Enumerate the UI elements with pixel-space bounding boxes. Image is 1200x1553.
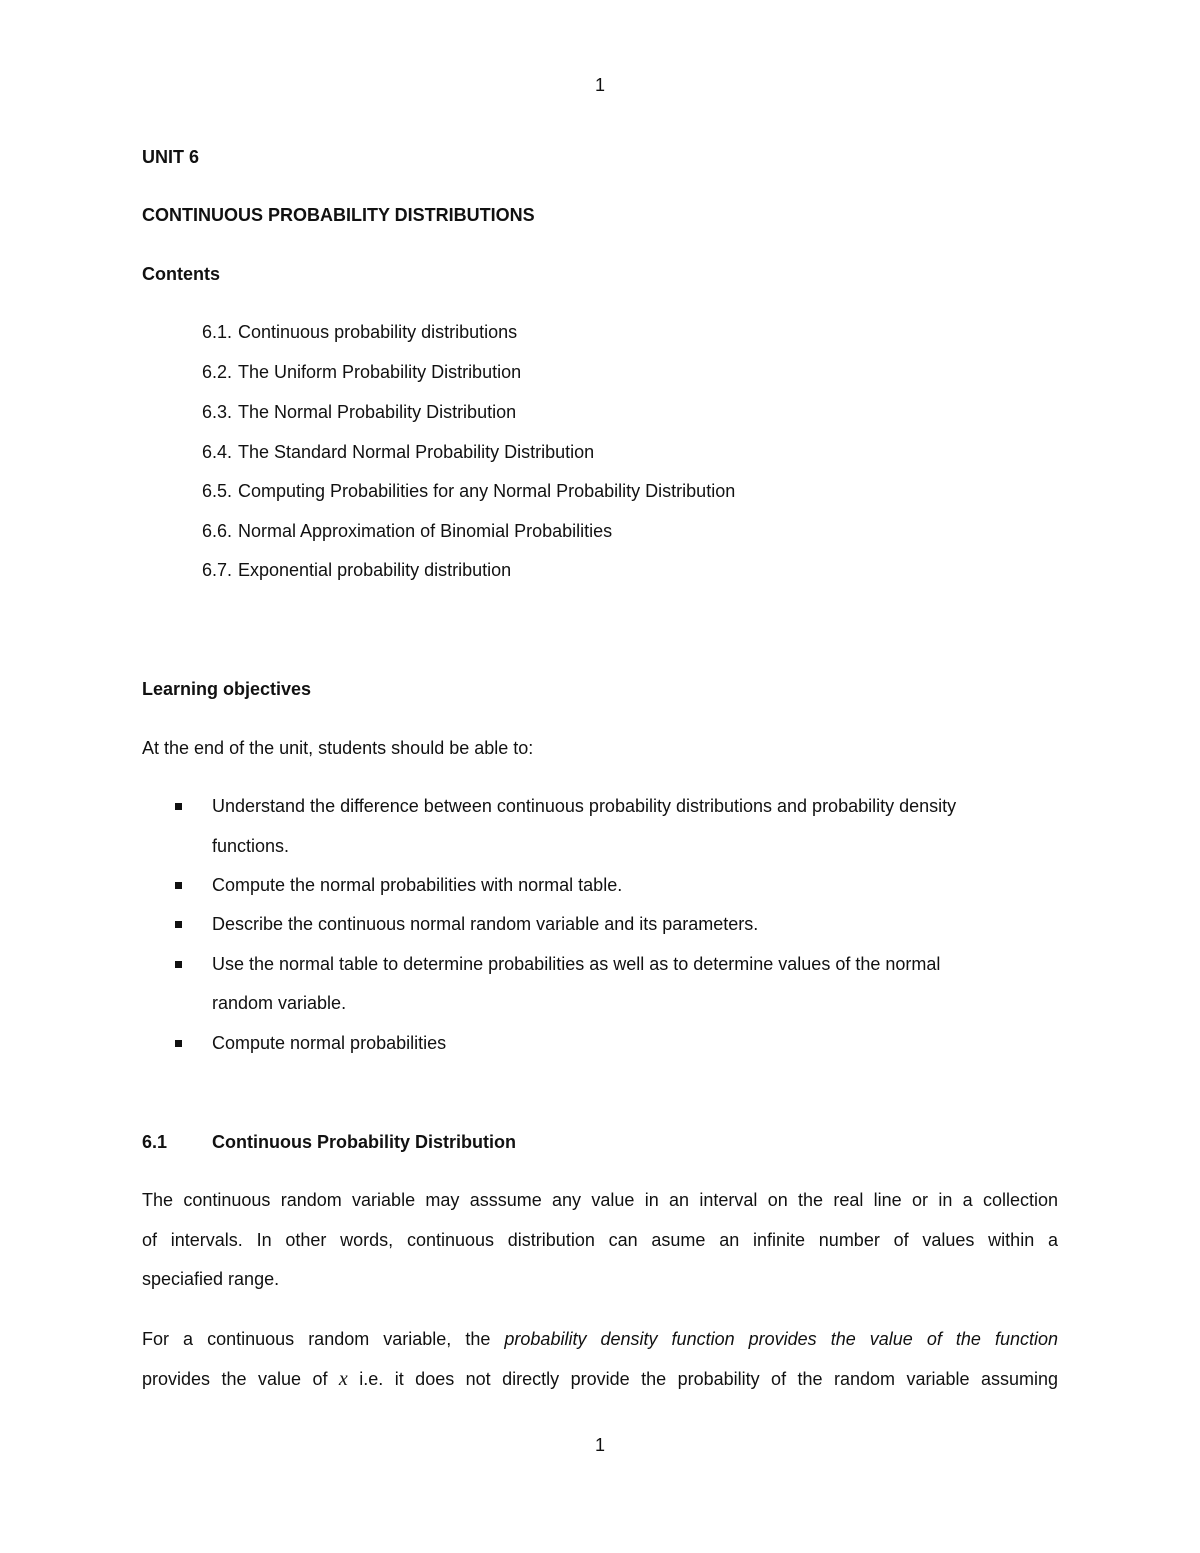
paragraph-text: i.e. it does not directly provide the probability of the random variable assuming bbox=[347, 1369, 1059, 1389]
objective-text-continued: functions. bbox=[212, 836, 290, 856]
contents-item-number: 6.2. bbox=[202, 362, 233, 382]
bullet-square-icon bbox=[175, 1040, 182, 1047]
contents-item-number: 6.3. bbox=[202, 402, 233, 422]
paragraph-line: speciafied range. bbox=[142, 1269, 280, 1289]
objective-text: Compute normal probabilities bbox=[212, 1033, 447, 1053]
objective-text: Understand the difference between continuous probability distributions and probability density bbox=[212, 796, 957, 816]
objective-text-continued: random variable. bbox=[212, 993, 347, 1013]
section-number: 6.1 bbox=[142, 1132, 168, 1152]
contents-item-number: 6.1. bbox=[202, 322, 233, 342]
contents-item-label: Exponential probability distribution bbox=[238, 560, 512, 580]
objective-text: Compute the normal probabilities with normal table. bbox=[212, 875, 623, 895]
contents-item-label: The Normal Probability Distribution bbox=[238, 402, 517, 422]
paragraph-line: of intervals. In other words, continuous distribution can asume an infinite number of values within a bbox=[142, 1230, 1058, 1250]
contents-item bbox=[202, 322, 517, 343]
contents-heading: Contents bbox=[142, 264, 220, 284]
contents-item-number: 6.4. bbox=[202, 442, 233, 462]
objectives-heading: Learning objectives bbox=[142, 679, 312, 699]
paragraph-line: The continuous random variable may asssume any value in an interval on the real line or in a collection bbox=[142, 1190, 1058, 1210]
objective-text: Use the normal table to determine probabilities as well as to determine values of the normal bbox=[212, 954, 941, 974]
bullet-square-icon bbox=[175, 803, 182, 810]
paragraph-text: provides the value of bbox=[142, 1369, 339, 1389]
contents-item-label: Continuous probability distributions bbox=[238, 322, 518, 342]
bullet-square-icon bbox=[175, 882, 182, 889]
contents-item bbox=[202, 481, 735, 502]
paragraph-text: For a continuous random variable, the bbox=[142, 1329, 505, 1349]
paragraph-line bbox=[142, 1368, 1058, 1391]
paragraph-line bbox=[142, 1329, 1058, 1350]
contents-item bbox=[202, 362, 521, 383]
contents-item-label: The Uniform Probability Distribution bbox=[238, 362, 522, 382]
paragraph-italic-text: probability density function provides the value of the function bbox=[504, 1329, 1058, 1349]
objective-text: Describe the continuous normal random variable and its parameters. bbox=[212, 914, 759, 934]
section-title: Continuous Probability Distribution bbox=[212, 1132, 516, 1152]
contents-item-label: Computing Probabilities for any Normal Probability Distribution bbox=[238, 481, 736, 501]
objectives-intro: At the end of the unit, students should be able to: bbox=[142, 738, 534, 758]
contents-item-number: 6.5. bbox=[202, 481, 233, 501]
contents-item-number: 6.7. bbox=[202, 560, 233, 580]
contents-item-number: 6.6. bbox=[202, 521, 233, 541]
contents-item-label: Normal Approximation of Binomial Probabilities bbox=[238, 521, 613, 541]
contents-item-label: The Standard Normal Probability Distribution bbox=[238, 442, 595, 462]
unit-title: UNIT 6 bbox=[142, 147, 200, 167]
contents-item bbox=[202, 521, 612, 542]
math-variable: x bbox=[338, 1368, 348, 1390]
footer-page-number: 1 bbox=[594, 1435, 605, 1455]
contents-item bbox=[202, 442, 594, 463]
header-page-number: 1 bbox=[594, 75, 605, 95]
contents-item bbox=[202, 560, 511, 581]
unit-subtitle: CONTINUOUS PROBABILITY DISTRIBUTIONS bbox=[142, 205, 535, 225]
bullet-square-icon bbox=[175, 921, 182, 928]
contents-item bbox=[202, 402, 516, 423]
bullet-square-icon bbox=[175, 961, 182, 968]
